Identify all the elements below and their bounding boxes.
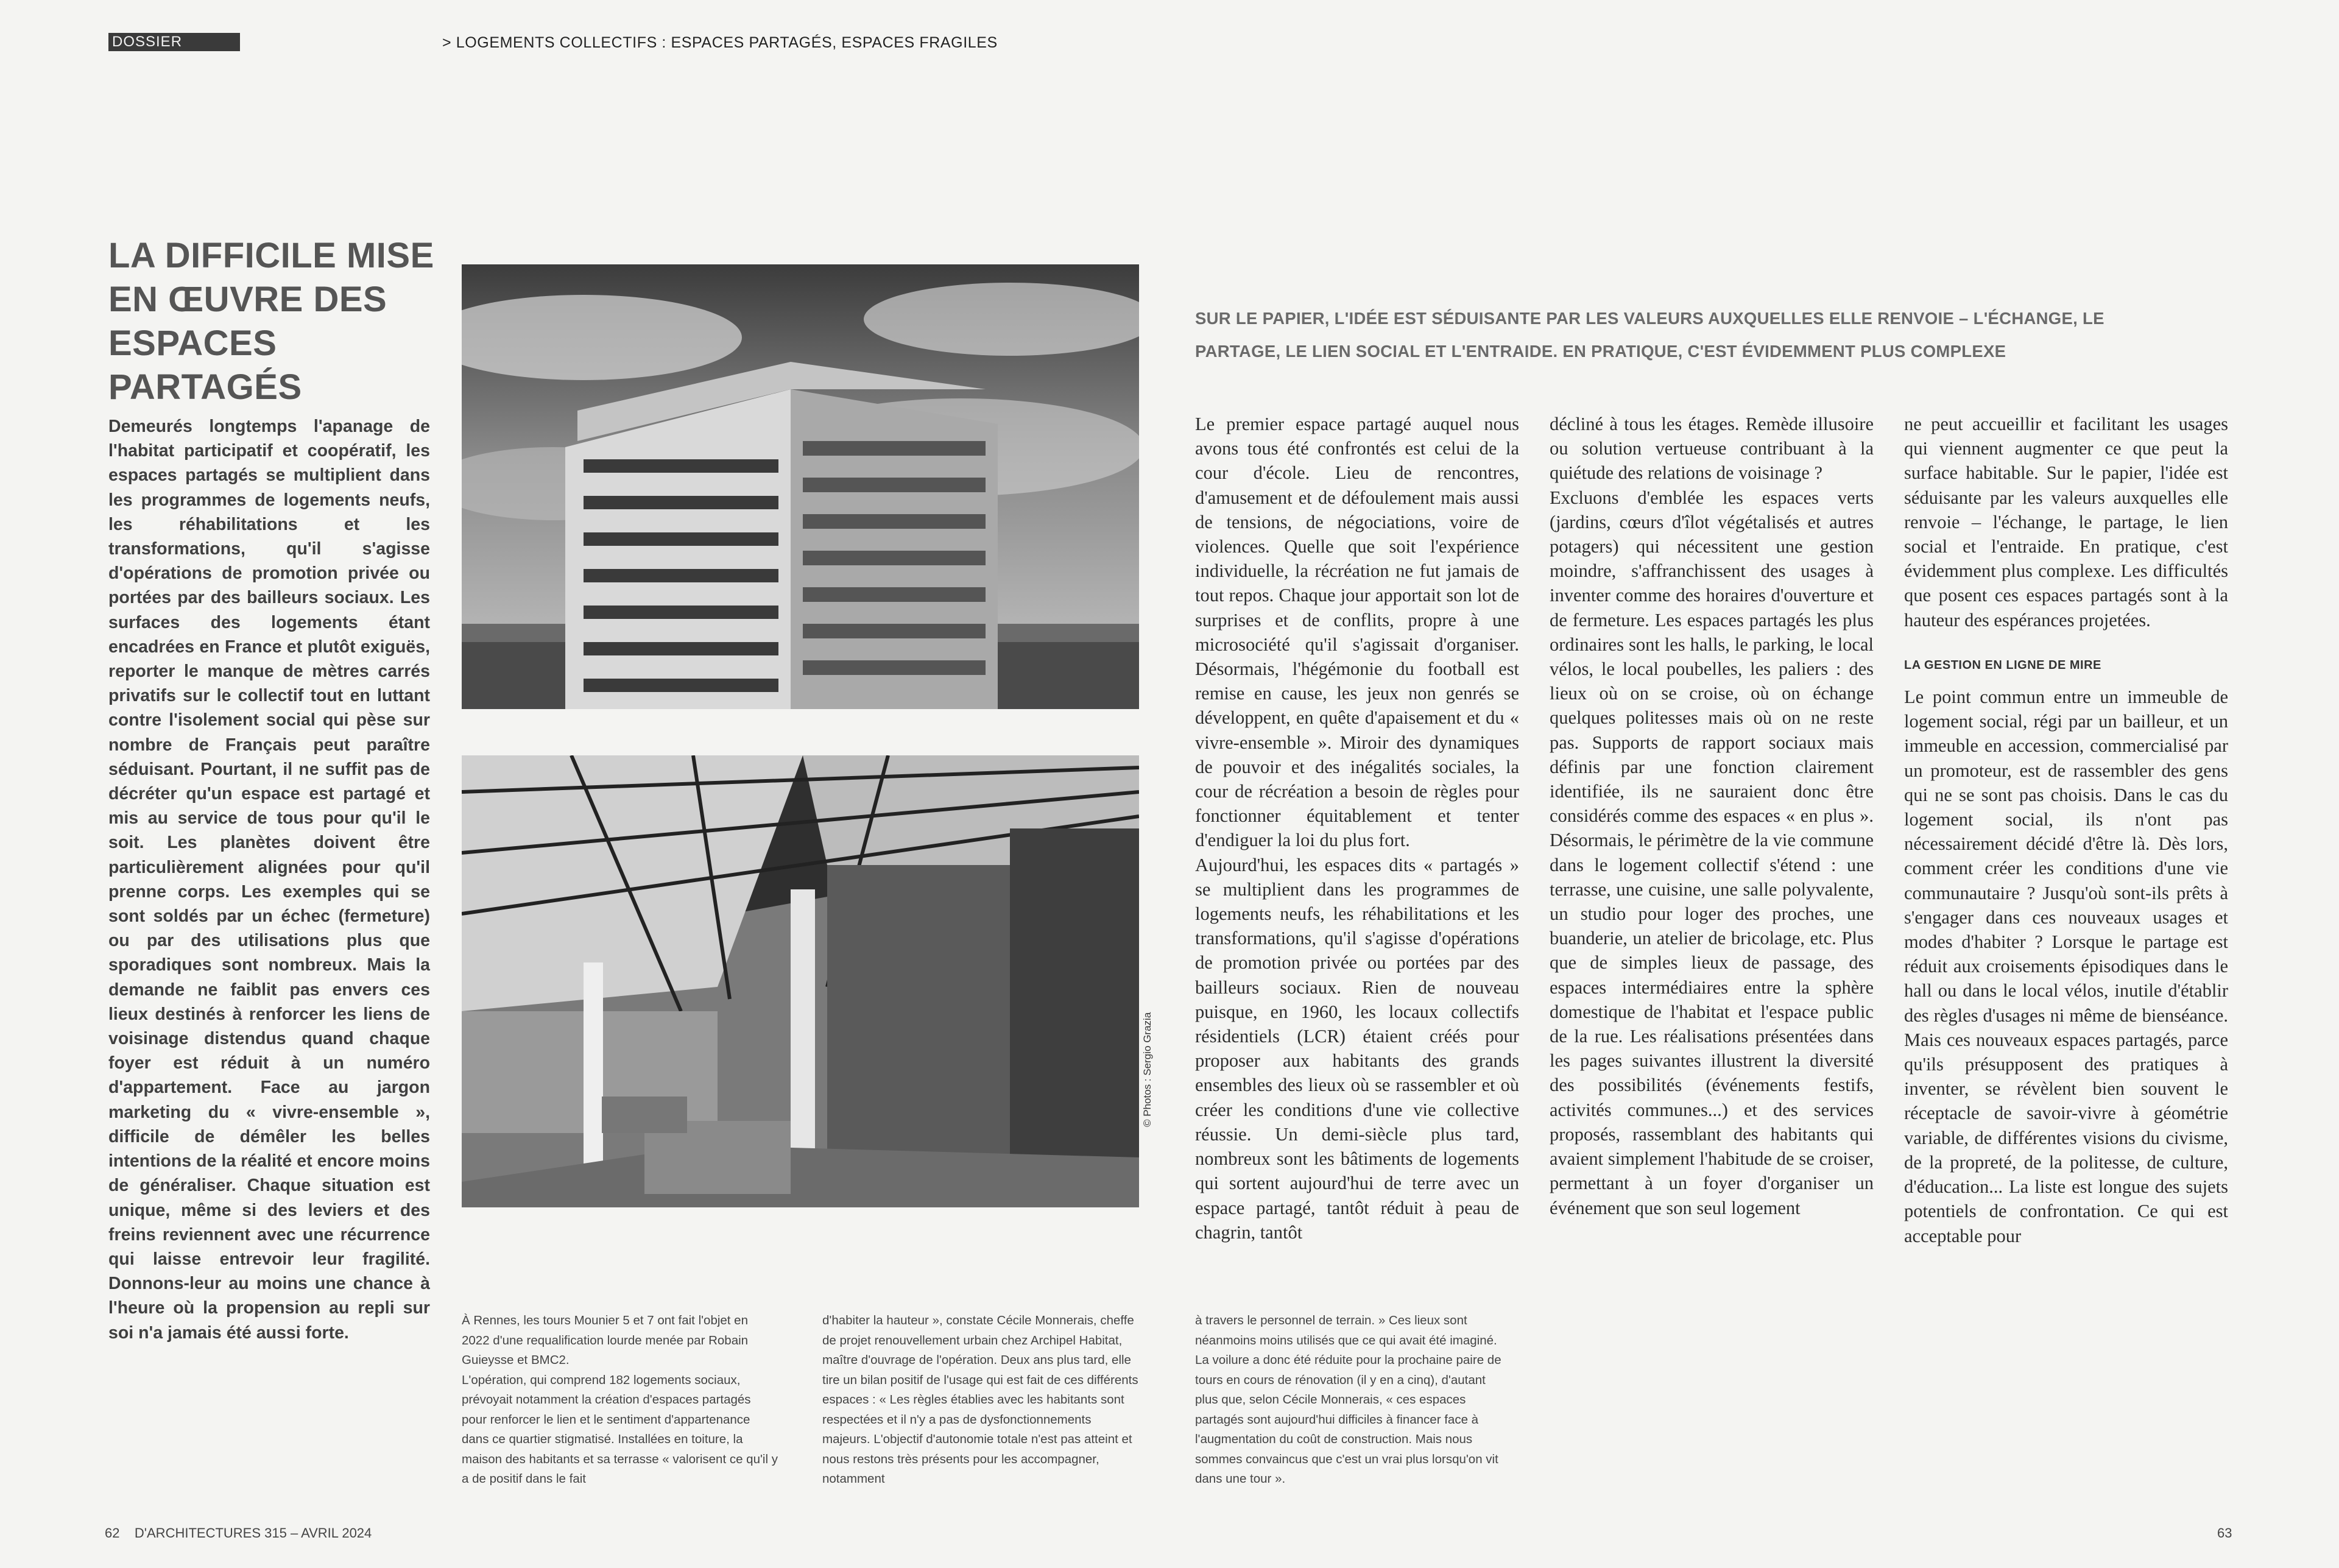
folio-left: 62 D'ARCHITECTURES 315 – AVRIL 2024: [105, 1525, 372, 1541]
body-paragraph: ne peut accueillir et facilitant les usages qui viennent augmenter ce que peut la surface habitable. Sur le papier, l'idée est séduisante par les valeurs auxquelles elle renvoie – l'échange, le partage, le lien social et l'entraide. En pratique, c'est évidemment plus complexe. Les difficultés que posent ces espaces partagés sont à la hauteur des espérances projetées.: [1904, 414, 2228, 630]
lead-paragraph: Demeurés longtemps l'apanage de l'habitat participatif et coopératif, les espaces partagés se multiplient dans les programmes de logements neufs, les réhabilitations et les transformations, qu'il s'agisse d'opérations de promotion privée ou portées par des bailleurs sociaux. Les surfaces des logements étant encadrées en France et plutôt exiguës, reporter le manque de mètres carrés privatifs sur le collectif tout en luttant contre l'isolement social qui pèse sur nombre de Français peut paraître séduisant. Pourtant, il ne suffit pas de décréter qu'un espace est partagé et mis au service de tous pour qu'il le soit. Les planètes doivent être particulièrement alignées pour qu'il prenne corps. Les exemples qui se sont soldés par un échec (fermeture) ou par des utilisations plus que sporadiques sont nombreux. Mais la demande ne faiblit pas envers ces lieux destinés à renforcer les liens de voisinage distendus quand chaque foyer est réduit à un numéro d'appartement. Face au jargon marketing du « vivre-ensemble », difficile de démêler les belles intentions de la réalité et encore moins de généraliser. Chaque situation est unique, même si des leviers et des freins reviennent avec une récurrence qui laisse entrevoir leur fragilité. Donnons-leur au moins une chance à l'heure où la propension au repli sur soi n'a jamais été aussi forte.: [108, 417, 430, 1343]
body-paragraph: Aujourd'hui, les espaces dits « partagés » se multiplient dans les programmes de logements neufs, les réhabilitations et les transformations, qu'il s'agisse d'opérations de promotion privée ou portées par des bailleurs sociaux. Rien de nouveau puisque, en 1960, les locaux collectifs résidentiels (LCR) étaient créés pour proposer aux habitants des grands ensembles des lieux où se rassembler et où créer les conditions d'une vie collective réussie. Un demi-siècle plus tard, nombreux sont les bâtiments de logements qui sortent aujourd'hui de terre avec un espace partagé, tantôt réduit à peau de chagrin, tantôt: [1195, 854, 1519, 1243]
caption-paragraph: L'opération, qui comprend 182 logements sociaux, prévoyait notamment la création d'espaces partagés pour renforcer le lien et le sentiment d'appartenance dans ce quartier stigmatisé. Installées en toiture, la maison des habitants et sa terrasse « valorisent ce qu'il y a de positif dans le fait: [462, 1372, 778, 1486]
article-title: [108, 234, 450, 409]
photo-credit: © Photos : Sergio Grazia: [1141, 1012, 1153, 1127]
caption-paragraph: d'habiter la hauteur », constate Cécile Monnerais, cheffe de projet renouvellement urbain chez Archipel Habitat, maître d'ouvrage de l'opération. Deux ans plus tard, elle tire un bilan positif de l'usage qui est fait de ces différents espaces : « Les règles établies avec les habitants sont respectées et il n'y a pas de dysfonctionnements majeurs. L'objectif d'autonomie totale n'est pas atteint et nous restons très présents pour les accompagner, notamment: [822, 1313, 1138, 1486]
tower-photo: [462, 264, 1139, 709]
title-line: LA DIFFICILE MISE: [108, 236, 434, 275]
body-paragraph: Excluons d'emblée les espaces verts (jardins, cœurs d'îlot végétalisés et autres potagers) qui nécessitent une gestion moindre, s'affranchissent des usages à inventer comme des horaires d'ouverture et de fermeture. Les espaces partagés les plus ordinaires sont les halls, le parking, le local vélos, le local poubelles, les paliers : des lieux où on se croise, où on échange quelques politesses mais où on ne reste pas. Supports de rapport sociaux mais définis par une fonction clairement identifiée, ils ne sauraient donc être considérés comme des espaces « en plus ». Désormais, le périmètre de la vie commune dans le logement collectif s'étend : une terrasse, une cuisine, une salle polyvalente, un studio pour loger des proches, une buanderie, un atelier de bricolage, etc. Plus que de simples lieux de passage, des espaces intermédiaires entre la sphère domestique de l'habitat et l'espace public de la rue. Les réalisations présentées dans les pages suivantes illustrent la diversité des possibilités (événements festifs, activités communes...) et des services proposés, rassemblant des habitants qui avaient simplement l'habitude de se croiser, permettant à un foyer d'organiser un événement que son seul logement: [1550, 487, 1874, 1218]
caption-paragraph: à travers le personnel de terrain. » Ces lieux sont néanmoins moins utilisés que ce qui avait été imaginé. La voilure a donc été réduite pour la prochaine paire de tours en cours de rénovation (il y en a cinq), d'autant plus que, selon Cécile Monnerais, « ces espaces partagés sont aujourd'hui difficiles à financer face à l'augmentation du coût de construction. Mais nous sommes convaincus que c'est un vrai plus lorsqu'on vit dans une tour ».: [1195, 1313, 1501, 1486]
caption-column-2: [822, 1311, 1139, 1489]
body-paragraph: Le point commun entre un immeuble de logement social, régi par un bailleur, et un immeuble en accession, commercialisé par un promoteur, est de rassembler des gens qui ne se sont pas choisis. Dans le cas du logement social, ils n'ont pas nécessairement décidé d'être là. Dès lors, comment créer les conditions d'une vie communautaire ? Jusqu'où sont-ils prêts à s'engager dans ces nouveaux usages et modes d'habiter ? Lorsque le partage est réduit aux croisements épisodiques dans le hall ou dans le local vélos, inutile d'établir des règles d'usages ni même de bienséance. Mais ces nouveaux espaces partagés, parce qu'ils présupposent des pratiques à inventer, se révèlent bien souvent le réceptacle de savoir-vivre à géométrie variable, de différentes visions du civisme, de la propreté, de la politesse, de culture, d'éducation... La liste est longue des sujets potentiels de confrontation. Ce qui est acceptable pour: [1904, 687, 2228, 1246]
title-line: ESPACES PARTAGÉS: [108, 323, 302, 407]
body-column-2: [1550, 412, 1874, 1220]
terrace-photo: [462, 755, 1139, 1207]
body-column-3: [1904, 412, 2228, 1248]
body-column-1: [1195, 412, 1519, 1245]
caption-column-3: [1195, 1311, 1512, 1489]
caption-column-1: [462, 1311, 778, 1489]
title-line: EN ŒUVRE DES: [108, 280, 387, 319]
folio-right: 63: [2217, 1525, 2232, 1541]
caption-paragraph: À Rennes, les tours Mounier 5 et 7 ont fait l'objet en 2022 d'une requalification lourde menée par Robain Guieysse et BMC2.: [462, 1313, 749, 1367]
section-tag: DOSSIER: [108, 33, 240, 51]
subheading: LA GESTION EN LIGNE DE MIRE: [1904, 658, 2101, 672]
body-paragraph: décliné à tous les étages. Remède illusoire ou solution vertueuse contribuant à la quiétude des relations de voisinage ?: [1550, 414, 1874, 484]
body-paragraph: Le premier espace partagé auquel nous avons tous été confrontés est celui de la cour d'école. Lieu de rencontres, d'amusement et de défoulement mais aussi de tensions, de négociations, voire de violences. Quelle que soit l'expérience individuelle, la récréation ne fut jamais de tout repos. Chaque jour apportait son lot de surprises et de conflits, propre à une microsociété qu'il s'agissait d'organiser. Désormais, l'hégémonie du football est remise en cause, les jeux non genrés se développent, en quête d'apaisement et du « vivre-ensemble ». Miroir des dynamiques de pouvoir et des inégalités sociales, la cour de récréation a besoin de règles pour fonctionner équitablement et tenter d'endiguer la loi du plus fort.: [1195, 414, 1519, 851]
breadcrumb: > LOGEMENTS COLLECTIFS : ESPACES PARTAGÉS, ESPACES FRAGILES: [442, 34, 998, 51]
chapo: SUR LE PAPIER, L'IDÉE EST SÉDUISANTE PAR LES VALEURS AUXQUELLES ELLE RENVOIE – L'ÉCHANGE, LE PARTAGE, LE LIEN SOCIAL ET L'ENTRAIDE. EN PRATIQUE, C'EST ÉVIDEMMENT PLUS COMPLEXE: [1195, 309, 2104, 361]
